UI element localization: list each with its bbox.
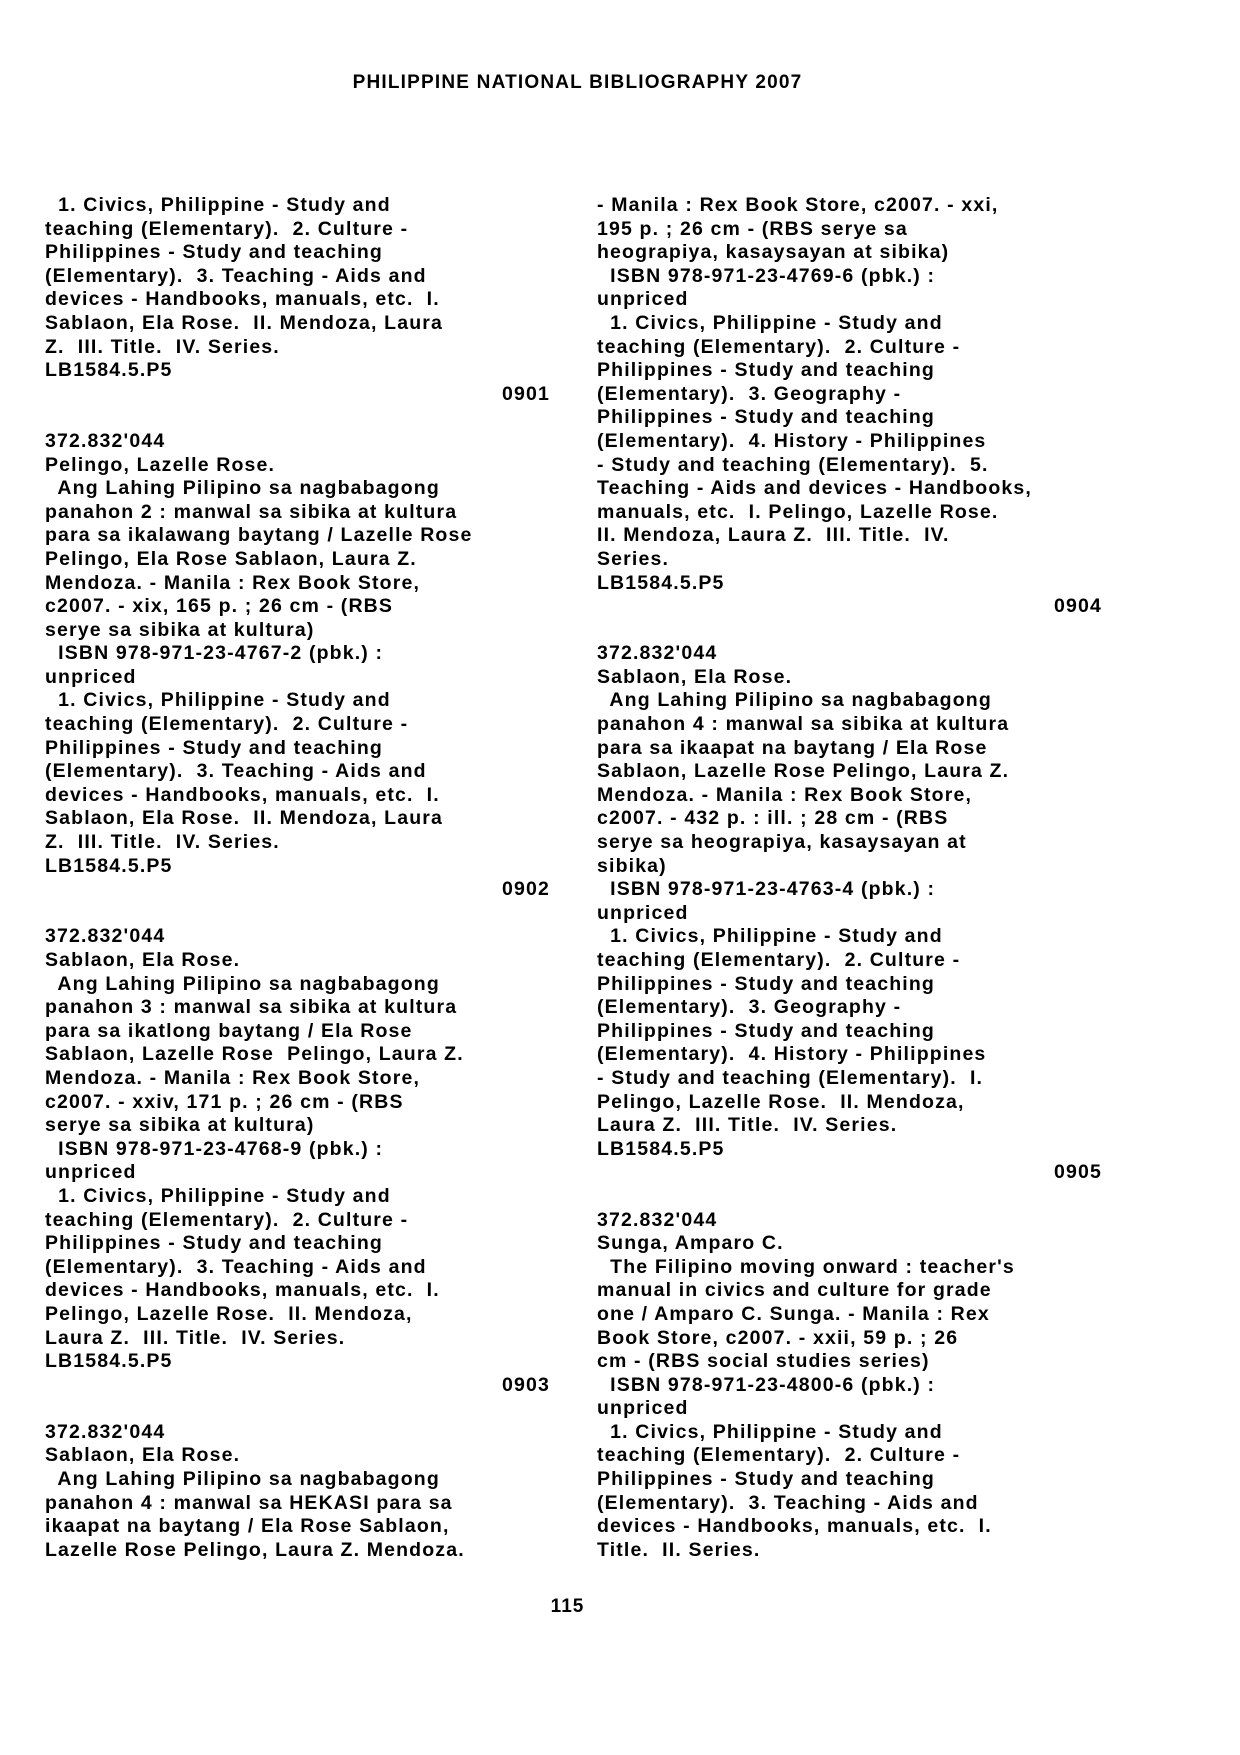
entry-line: Sablaon, Ela Rose. (597, 665, 793, 688)
entry-line: (Elementary). 3. Teaching - Aids and (45, 264, 427, 287)
entry-line: cm - (RBS social studies series) (597, 1350, 930, 1373)
entry-line: Laura Z. III. Title. IV. Series. (45, 1326, 346, 1349)
entry-line: Z. III. Title. IV. Series. (45, 335, 280, 358)
entry-line: c2007. - 432 p. : ill. ; 28 cm - (RBS (597, 807, 949, 830)
entry-line: teaching (Elementary). 2. Culture - (597, 335, 961, 358)
entry-line: one / Amparo C. Sunga. - Manila : Rex (597, 1302, 990, 1325)
entry-line: Z. III. Title. IV. Series. (45, 831, 280, 854)
entry-line: ISBN 978-971-23-4768-9 (pbk.) : (45, 1137, 384, 1160)
entry-line: Philippines - Study and teaching (597, 359, 935, 382)
entry-spacer (597, 1185, 1102, 1209)
entry-spacer (45, 406, 550, 430)
entry-line: (Elementary). 3. Geography - (597, 382, 902, 405)
entry-line: teaching (Elementary). 2. Culture - (45, 1208, 409, 1231)
left-column (45, 194, 550, 1562)
entry-line: - Manila : Rex Book Store, c2007. - xxi, (597, 194, 999, 216)
entry-line: (Elementary). 4. History - Philippines (597, 1043, 987, 1066)
entry-line: II. Mendoza, Laura Z. III. Title. IV. (597, 524, 950, 547)
entry-line: devices - Handbooks, manuals, etc. I. (597, 1515, 992, 1538)
entry-line: Sablaon, Ela Rose. II. Mendoza, Laura (45, 807, 444, 830)
entry-line: Philippines - Study and teaching (597, 972, 935, 995)
entry-line: devices - Handbooks, manuals, etc. I. (45, 288, 440, 311)
entry-line: panahon 4 : manwal sa HEKASI para sa (45, 1491, 453, 1514)
entry-line: LB1584.5.P5 (45, 1350, 173, 1373)
entry-line: Teaching - Aids and devices - Handbooks, (597, 477, 1032, 500)
page-number: 115 (550, 1596, 585, 1617)
entry-line: LB1584.5.P5 (45, 359, 173, 382)
entry-line: LB1584.5.P5 (597, 571, 725, 594)
entry-number: 0903 (502, 1373, 550, 1396)
entry-line: 1. Civics, Philippine - Study and (597, 311, 943, 334)
entry-line: devices - Handbooks, manuals, etc. I. (45, 1279, 440, 1302)
entry-line: Ang Lahing Pilipino sa nagbabagong (45, 477, 440, 500)
entry-line: 372.832'044 (45, 1420, 166, 1443)
entry-line: 195 p. ; 26 cm - (RBS serye sa (597, 217, 908, 240)
entry-line: devices - Handbooks, manuals, etc. I. (45, 783, 440, 806)
entry-line: 1. Civics, Philippine - Study and (45, 194, 391, 216)
entry-line: teaching (Elementary). 2. Culture - (597, 1444, 961, 1467)
page-header-title: PHILIPPINE NATIONAL BIBLIOGRAPHY 2007 (352, 72, 803, 93)
entry-line: Sablaon, Ela Rose. (45, 1444, 241, 1467)
entry-line: heograpiya, kasaysayan at sibika) (597, 241, 950, 264)
entry-line: 372.832'044 (45, 429, 166, 452)
entry-number: 0902 (502, 878, 550, 901)
entry-line: sibika) (597, 854, 667, 877)
entry-line: Philippines - Study and teaching (597, 1468, 935, 1491)
entry-line: c2007. - xix, 165 p. ; 26 cm - (RBS (45, 595, 394, 618)
entry-line: Philippines - Study and teaching (45, 241, 383, 264)
entry-line: unpriced (45, 665, 137, 688)
entry-line: Book Store, c2007. - xxii, 59 p. ; 26 (597, 1326, 959, 1349)
entry-line: unpriced (597, 288, 689, 311)
entry-line: Philippines - Study and teaching (597, 406, 935, 429)
entry-line: Philippines - Study and teaching (597, 1019, 935, 1042)
entry-line: Pelingo, Lazelle Rose. (45, 453, 276, 476)
entry-line: 1. Civics, Philippine - Study and (45, 1184, 391, 1207)
entry-line: c2007. - xxiv, 171 p. ; 26 cm - (RBS (45, 1090, 404, 1113)
entry-line: Ang Lahing Pilipino sa nagbabagong (45, 1468, 440, 1491)
entry-line: serye sa sibika at kultura) (45, 618, 315, 641)
entry-line: The Filipino moving onward : teacher's (597, 1255, 1015, 1278)
entry-line: (Elementary). 3. Teaching - Aids and (597, 1491, 979, 1514)
entry-line: ISBN 978-971-23-4767-2 (pbk.) : (45, 642, 384, 665)
entry-line: - Study and teaching (Elementary). 5. (597, 453, 989, 476)
entry-spacer (597, 619, 1102, 643)
entry-spacer (45, 1397, 550, 1421)
entry-line: para sa ikalawang baytang / Lazelle Rose (45, 524, 473, 547)
entry-line: ISBN 978-971-23-4769-6 (pbk.) : (597, 264, 936, 287)
entry-line: 1. Civics, Philippine - Study and (597, 1420, 943, 1443)
right-column (597, 194, 1102, 1562)
entry-line: Philippines - Study and teaching (45, 736, 383, 759)
entry-line: 372.832'044 (597, 642, 718, 665)
entry-line: manuals, etc. I. Pelingo, Lazelle Rose. (597, 500, 999, 523)
entry-line: 372.832'044 (597, 1208, 718, 1231)
entry-line: Pelingo, Lazelle Rose. II. Mendoza, (597, 1090, 965, 1113)
entry-line: (Elementary). 3. Teaching - Aids and (45, 760, 427, 783)
entry-number: 0901 (502, 382, 550, 405)
entry-line: Laura Z. III. Title. IV. Series. (597, 1114, 898, 1137)
entry-line: 1. Civics, Philippine - Study and (45, 689, 391, 712)
entry-line: Sablaon, Lazelle Rose Pelingo, Laura Z. (45, 1043, 464, 1066)
entry-line: panahon 2 : manwal sa sibika at kultura (45, 500, 458, 523)
entry-line: panahon 3 : manwal sa sibika at kultura (45, 996, 458, 1019)
entry-line: LB1584.5.P5 (45, 854, 173, 877)
entry-line: ikaapat na baytang / Ela Rose Sablaon, (45, 1515, 450, 1538)
entry-line: 372.832'044 (45, 925, 166, 948)
entry-line: Pelingo, Lazelle Rose. II. Mendoza, (45, 1302, 413, 1325)
entry-line: teaching (Elementary). 2. Culture - (45, 713, 409, 736)
entry-line: Sablaon, Ela Rose. II. Mendoza, Laura (45, 311, 444, 334)
entry-line: teaching (Elementary). 2. Culture - (597, 949, 961, 971)
entry-line: Title. II. Series. (597, 1538, 761, 1561)
entry-line: Philippines - Study and teaching (45, 1232, 383, 1255)
entry-line: Sablaon, Lazelle Rose Pelingo, Laura Z. (597, 760, 1010, 783)
entry-line: Lazelle Rose Pelingo, Laura Z. Mendoza. (45, 1538, 465, 1561)
entry-line: ISBN 978-971-23-4800-6 (pbk.) : (597, 1373, 936, 1396)
entry-line: (Elementary). 3. Geography - (597, 996, 902, 1019)
entry-number: 0904 (1054, 595, 1102, 618)
entry-line: unpriced (597, 901, 689, 924)
entry-line: unpriced (597, 1397, 689, 1420)
entry-line: manual in civics and culture for grade (597, 1279, 992, 1302)
entry-line: serye sa heograpiya, kasaysayan at (597, 831, 967, 854)
entry-spacer (45, 902, 550, 926)
entry-line: teaching (Elementary). 2. Culture - (45, 217, 409, 240)
entry-line: Sunga, Amparo C. (597, 1232, 784, 1255)
entry-line: Pelingo, Ela Rose Sablaon, Laura Z. (45, 547, 417, 570)
entry-line: (Elementary). 4. History - Philippines (597, 429, 987, 452)
entry-line: (Elementary). 3. Teaching - Aids and (45, 1255, 427, 1278)
entry-line: Sablaon, Ela Rose. (45, 949, 241, 971)
entry-line: Mendoza. - Manila : Rex Book Store, (45, 1066, 421, 1089)
entry-line: ISBN 978-971-23-4763-4 (pbk.) : (597, 878, 936, 901)
entry-line: Mendoza. - Manila : Rex Book Store, (45, 571, 421, 594)
entry-line: LB1584.5.P5 (597, 1137, 725, 1160)
entry-line: Ang Lahing Pilipino sa nagbabagong (45, 972, 440, 995)
entry-line: Series. (597, 547, 670, 570)
entry-line: serye sa sibika at kultura) (45, 1114, 315, 1137)
entry-number: 0905 (1054, 1161, 1102, 1184)
entry-line: 1. Civics, Philippine - Study and (597, 925, 943, 948)
entry-line: - Study and teaching (Elementary). I. (597, 1066, 984, 1089)
entry-line: para sa ikatlong baytang / Ela Rose (45, 1019, 413, 1042)
entry-line: unpriced (45, 1161, 137, 1184)
entry-line: Mendoza. - Manila : Rex Book Store, (597, 783, 973, 806)
entry-line: para sa ikaapat na baytang / Ela Rose (597, 736, 988, 759)
entry-line: Ang Lahing Pilipino sa nagbabagong (597, 689, 992, 712)
entry-line: panahon 4 : manwal sa sibika at kultura (597, 713, 1010, 736)
